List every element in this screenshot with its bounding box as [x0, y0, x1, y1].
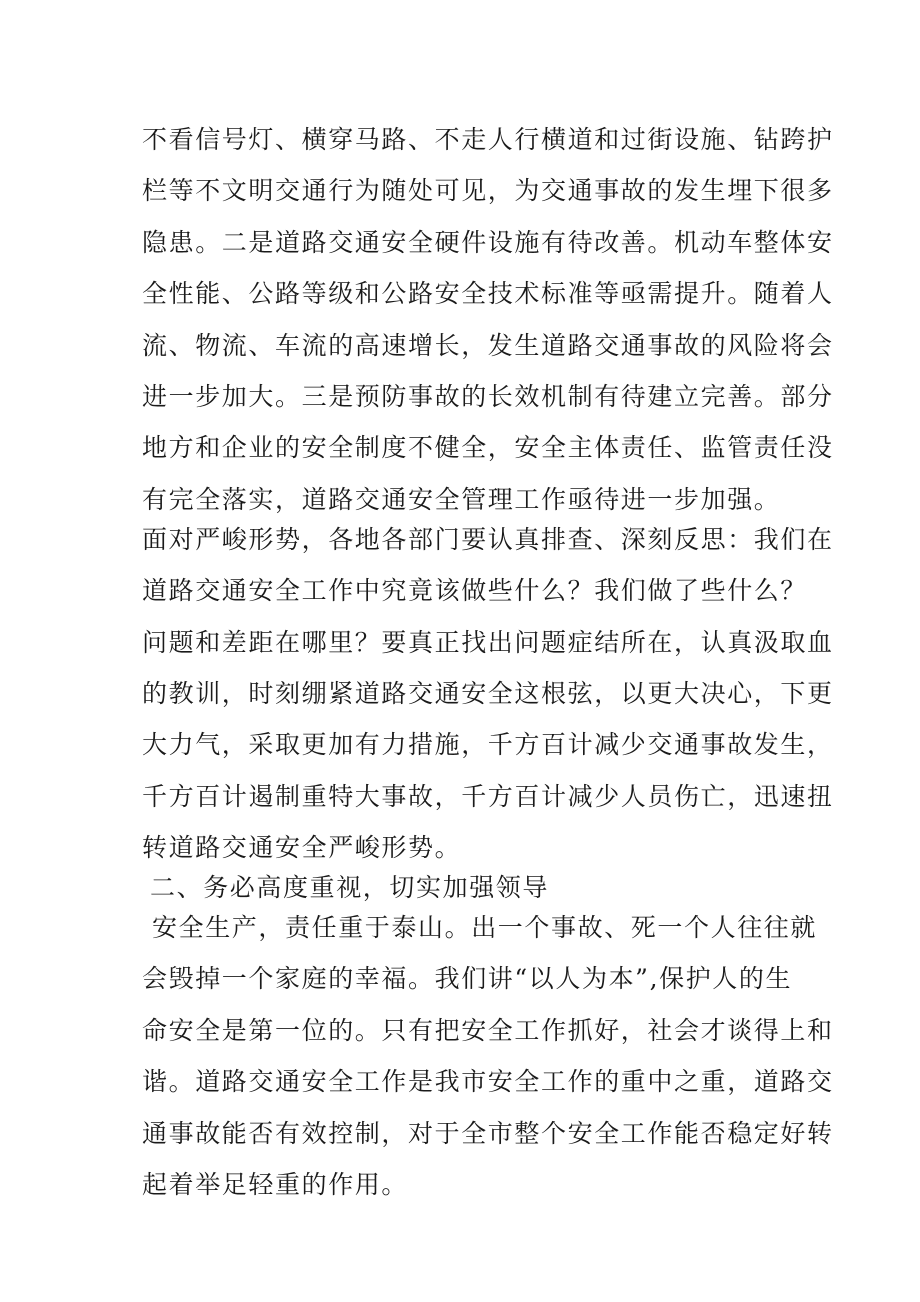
text-line: 起着举足轻重的作用。 — [142, 1170, 409, 1200]
text-line: 问题和差距在哪里？要真正找出问题症结所在，认真汲取血 — [142, 627, 834, 657]
text-line: 千方百计遏制重特大事故，千方百计减少人员伤亡，迅速扭 — [142, 781, 834, 811]
text-line: 通事故能否有效控制，对于全市整个安全工作能否稳定好转 — [142, 1118, 834, 1148]
text-line: 谐。道路交通安全工作是我市安全工作的重中之重，道路交 — [142, 1067, 834, 1097]
text-line: 道路交通安全工作中究竟该做些什么？我们做了些什么？ — [142, 576, 808, 606]
body-text — [142, 120, 834, 1216]
text-line: 隐患。二是道路交通安全硬件设施有待改善。机动车整体安 — [142, 227, 834, 257]
text-line: 命安全是第一位的。只有把安全工作抓好，社会才谈得上和 — [142, 1015, 834, 1045]
text-line: 地方和企业的安全制度不健全，安全主体责任、监管责任没 — [142, 433, 834, 463]
text-line: 有完全落实，道路交通安全管理工作亟待进一步加强。 — [142, 484, 781, 514]
text-line: 全性能、公路等级和公路安全技术标准等亟需提升。随着人 — [142, 279, 834, 309]
text-line: 不看信号灯、横穿马路、不走人行横道和过街设施、钻跨护 — [142, 125, 834, 154]
text-line: 大力气，采取更加有力措施，千方百计减少交通事故发生， — [142, 730, 834, 760]
text-line: 栏等不文明交通行为随处可见，为交通事故的发生埋下很多 — [142, 176, 834, 206]
section-heading: 二、务必高度重视，切实加强领导 — [150, 873, 550, 903]
paragraph-start-line: 面对严峻形势，各地各部门要认真排查、深刻反思：我们在 — [142, 524, 834, 554]
paragraph-start-line: 安全生产，责任重于泰山。出一个事故、死一个人往往就 — [152, 913, 818, 943]
text-line: 会毁掉一个家庭的幸福。我们讲“以人为本”,保护人的生 — [142, 964, 793, 994]
text-line: 流、物流、车流的高速增长，发生道路交通事故的风险将会 — [142, 330, 834, 360]
text-line: 进一步加大。三是预防事故的长效机制有待建立完善。部分 — [142, 381, 834, 411]
text-line: 转道路交通安全严峻形势。 — [142, 833, 462, 863]
text-line: 的教训，时刻绷紧道路交通安全这根弦，以更大决心，下更 — [142, 678, 834, 708]
